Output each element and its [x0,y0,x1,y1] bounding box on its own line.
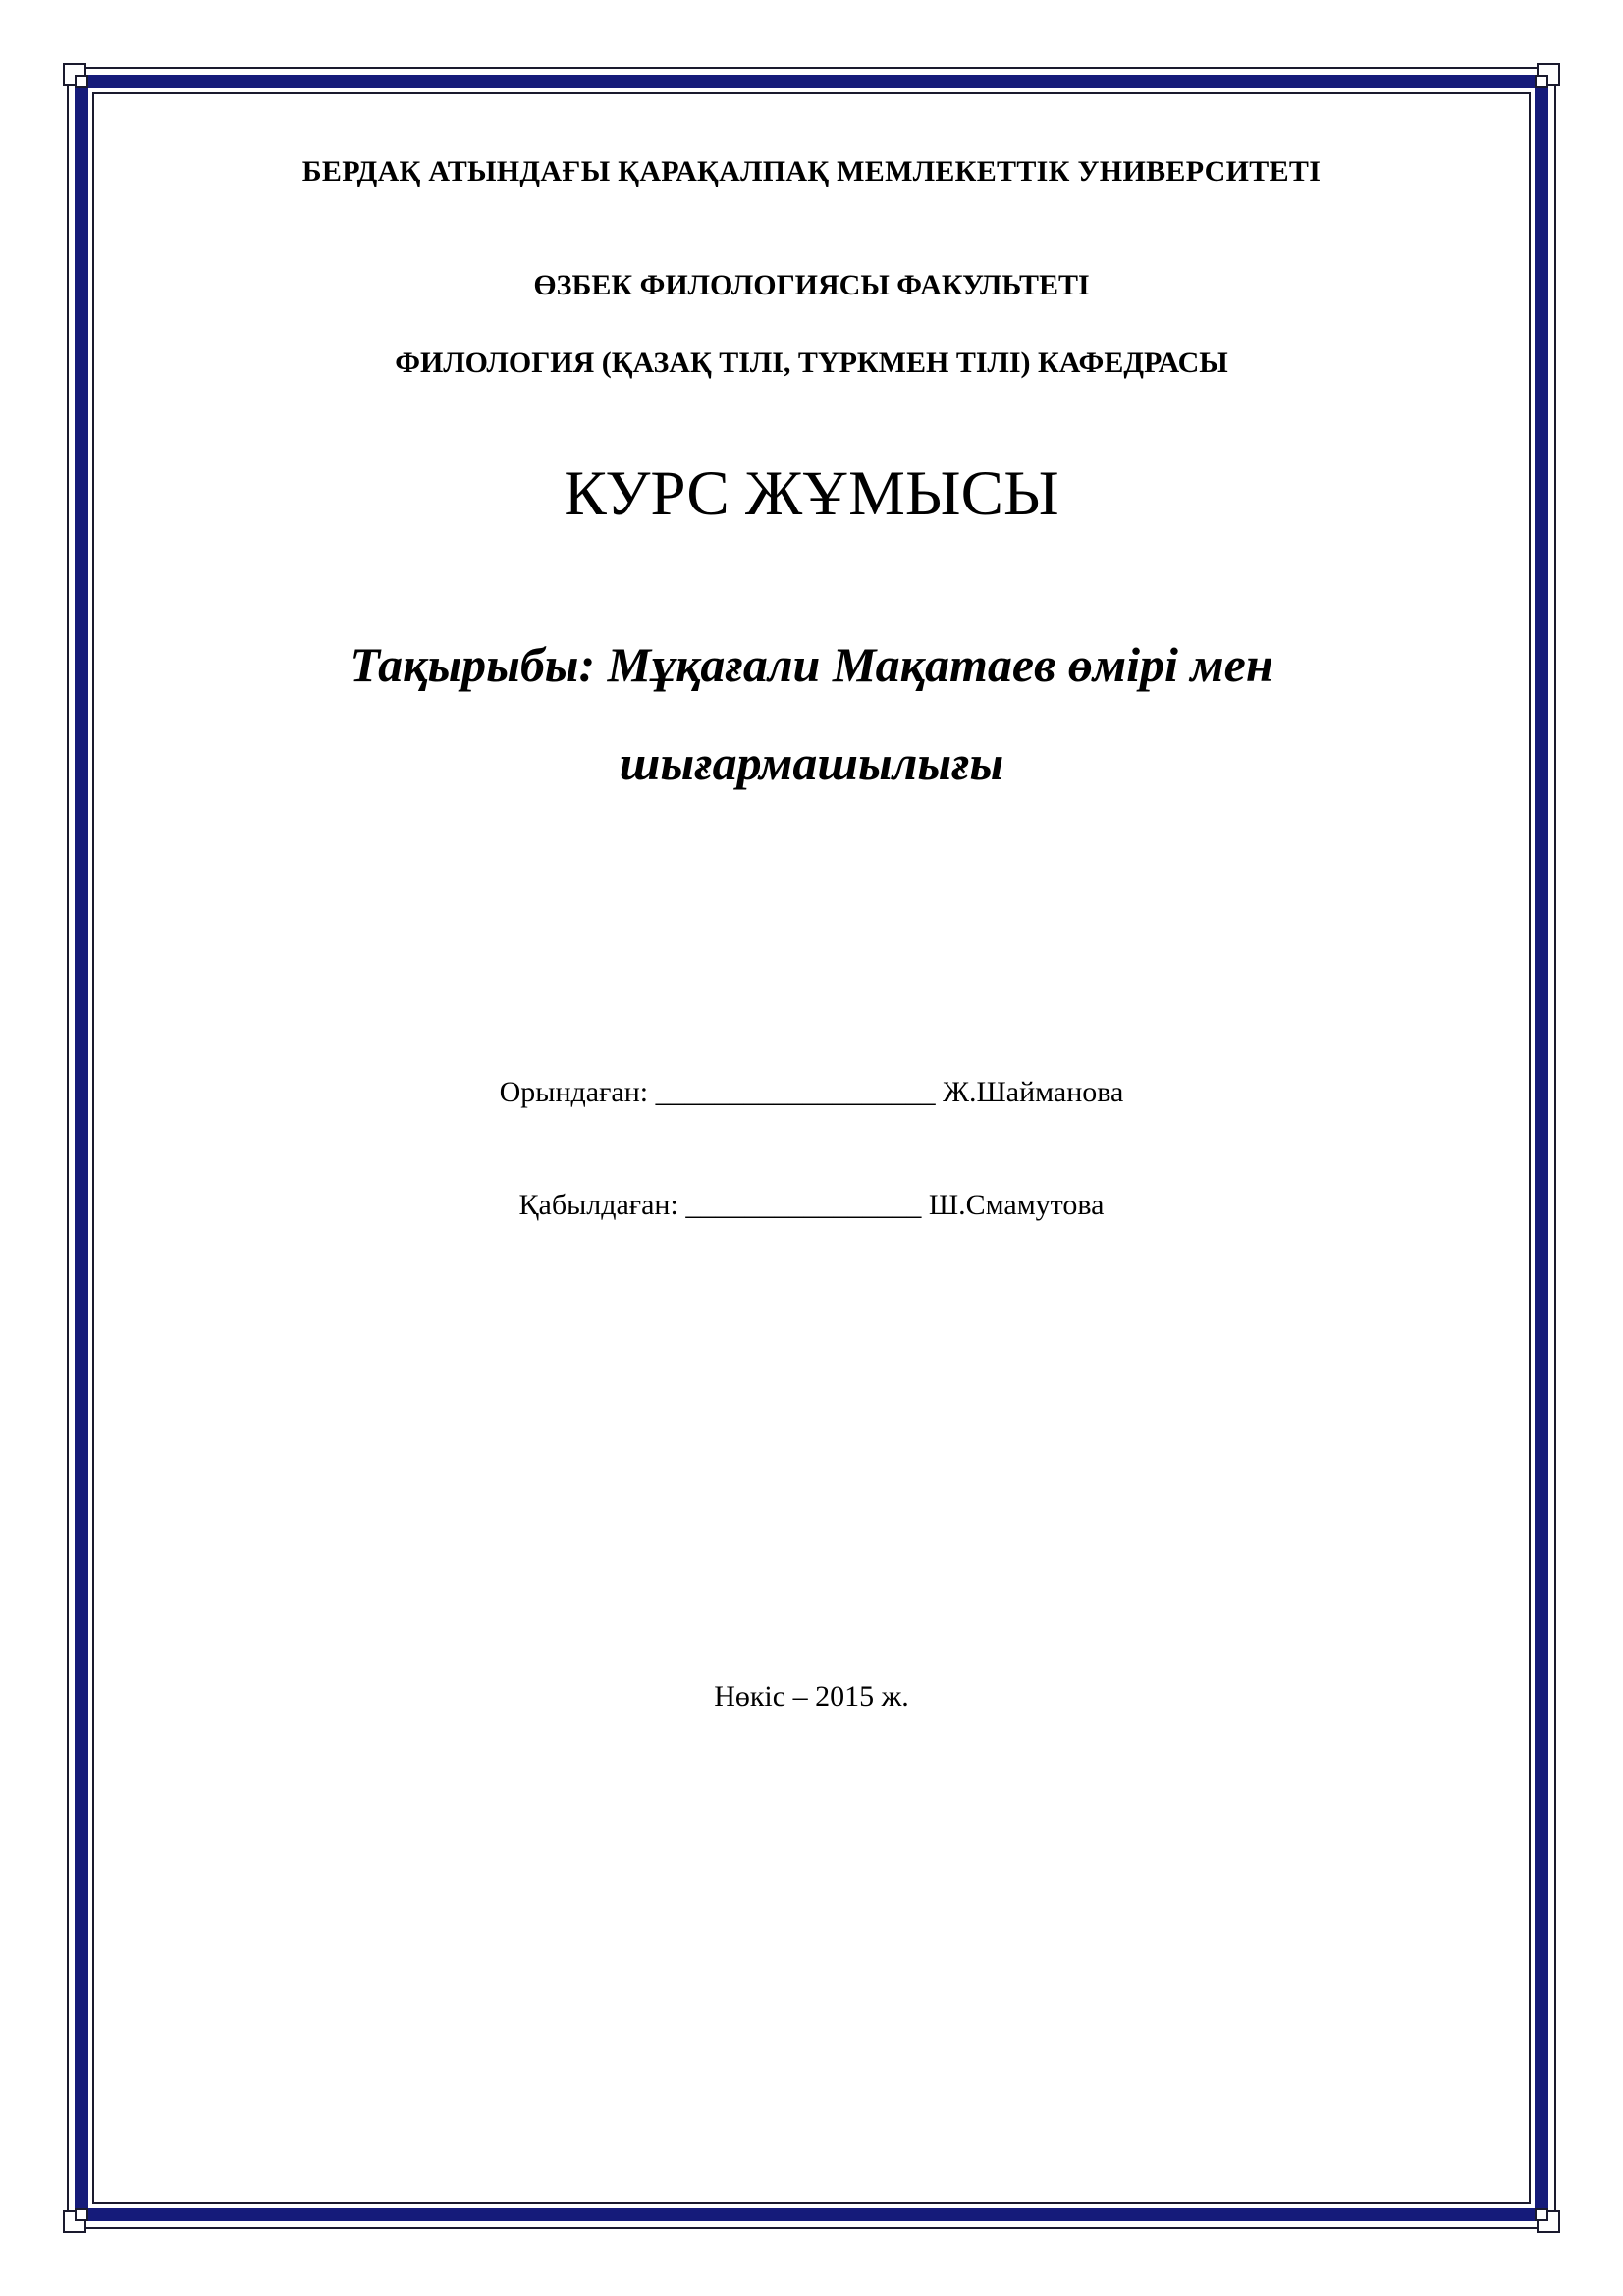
corner-ornament-bottom-left [63,2194,102,2233]
place-and-year: Нөкіс – 2015 ж. [714,1681,909,1713]
acceptor-signature-line: Қабылдаған: ________________ Ш.Смамутова [518,1189,1105,1221]
topic-line-2: шығармашылығы [619,735,1004,790]
faculty-name: ӨЗБЕК ФИЛОЛОГИЯСЫ ФАКУЛЬТЕТІ [533,269,1090,301]
corner-ornament-top-left [63,63,102,102]
corner-ornament-bottom-right [1521,2194,1560,2233]
document-type-title: КУРС ЖҰМЫСЫ [564,458,1059,529]
corner-ornament-top-right [1521,63,1560,102]
university-name: БЕРДАҚ АТЫНДАҒЫ ҚАРАҚАЛПАҚ МЕМЛЕКЕТТІК УНИВЕРСИТЕТІ [301,155,1322,187]
performer-signature-line: Орындаған: ___________________ Ж.Шайманова [499,1076,1124,1108]
topic-line-1: Тақырыбы: Мұқағали Мақатаев өмірі мен [350,637,1273,692]
border-inner-line [92,92,1531,2204]
department-name: ФИЛОЛОГИЯ (ҚАЗАҚ ТІЛІ, ТҮРКМЕН ТІЛІ) КАФЕДРАСЫ [395,347,1228,379]
